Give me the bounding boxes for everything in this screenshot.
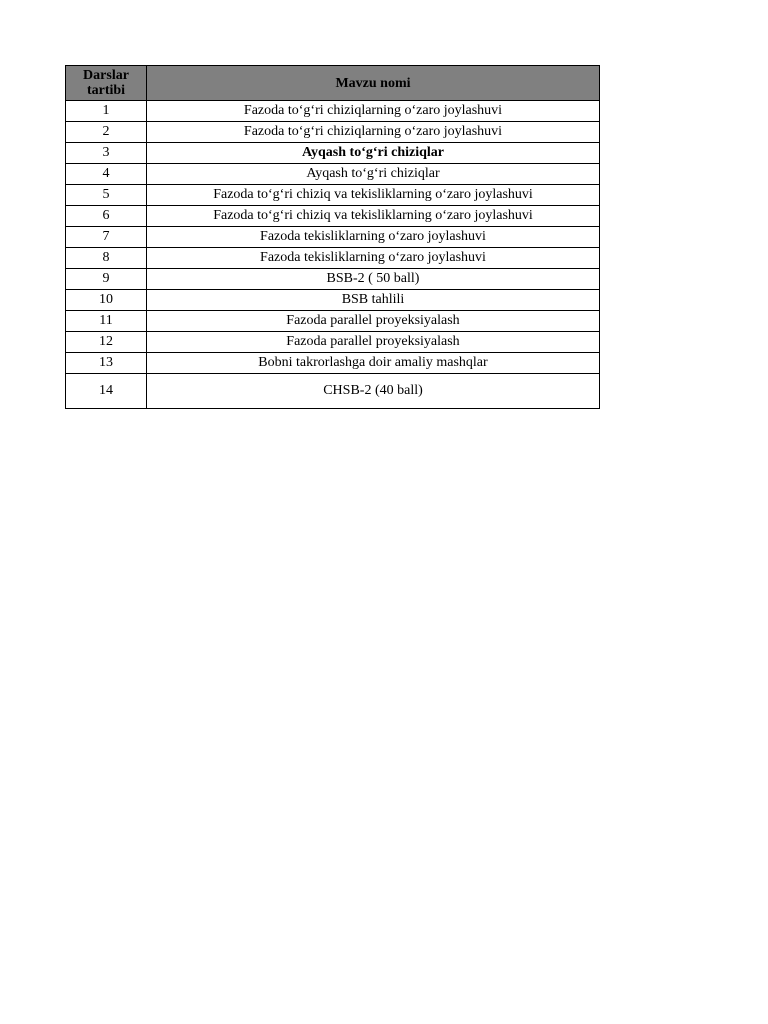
lesson-number: 2 [66, 122, 147, 143]
lesson-topic: BSB tahlili [147, 290, 600, 311]
table-row [66, 332, 600, 353]
lesson-number: 3 [66, 143, 147, 164]
table-row [66, 311, 600, 332]
table-row [66, 374, 600, 409]
lesson-number: 14 [66, 374, 147, 409]
lesson-topic: Bobni takrorlashga doir amaliy mashqlar [147, 353, 600, 374]
lesson-topics-table [65, 65, 600, 409]
table-row [66, 164, 600, 185]
table-header-row [66, 66, 600, 101]
lesson-number: 11 [66, 311, 147, 332]
lesson-number: 13 [66, 353, 147, 374]
lesson-topic: Fazoda parallel proyeksiyalash [147, 311, 600, 332]
lesson-topic: Ayqash to‘g‘ri chiziqlar [147, 143, 600, 164]
lesson-number: 4 [66, 164, 147, 185]
lesson-topic: Fazoda tekisliklarning o‘zaro joylashuvi [147, 248, 600, 269]
table-row [66, 227, 600, 248]
table-row [66, 122, 600, 143]
lesson-topic: BSB-2 ( 50 ball) [147, 269, 600, 290]
table-row [66, 269, 600, 290]
lesson-topic: Fazoda to‘g‘ri chiziq va tekisliklarning o‘zaro joylashuvi [147, 206, 600, 227]
lesson-topic: Fazoda parallel proyeksiyalash [147, 332, 600, 353]
lesson-number: 7 [66, 227, 147, 248]
header-lesson-order: Darslar tartibi [66, 66, 147, 101]
lesson-number: 1 [66, 101, 147, 122]
lesson-topic: Fazoda to‘g‘ri chiziq va tekisliklarning o‘zaro joylashuvi [147, 185, 600, 206]
header-topic-name: Mavzu nomi [147, 66, 600, 101]
lesson-number: 6 [66, 206, 147, 227]
table-row [66, 143, 600, 164]
table-row [66, 290, 600, 311]
table-row [66, 206, 600, 227]
lesson-number: 12 [66, 332, 147, 353]
lesson-number: 10 [66, 290, 147, 311]
lesson-topic: Ayqash to‘g‘ri chiziqlar [147, 164, 600, 185]
lesson-number: 8 [66, 248, 147, 269]
lesson-number: 5 [66, 185, 147, 206]
lesson-topic: CHSB-2 (40 ball) [147, 374, 600, 409]
lesson-number: 9 [66, 269, 147, 290]
lesson-topic: Fazoda tekisliklarning o‘zaro joylashuvi [147, 227, 600, 248]
table-row [66, 101, 600, 122]
table-row [66, 248, 600, 269]
table-row [66, 353, 600, 374]
lesson-topic: Fazoda to‘g‘ri chiziqlarning o‘zaro joylashuvi [147, 122, 600, 143]
lesson-topic: Fazoda to‘g‘ri chiziqlarning o‘zaro joylashuvi [147, 101, 600, 122]
table-row [66, 185, 600, 206]
